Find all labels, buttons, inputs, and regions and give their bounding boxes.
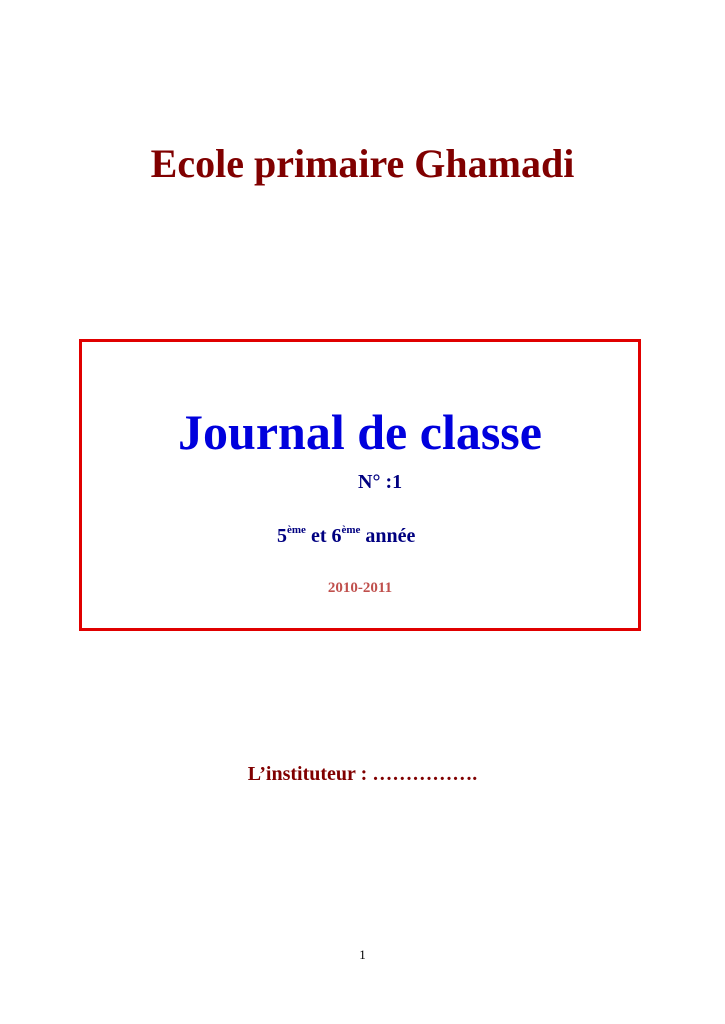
school-name: Ecole primaire Ghamadi [150, 141, 575, 186]
school-year: 2010-2011 [327, 580, 393, 596]
grade-first: 5 [277, 525, 287, 547]
grade-connector: et 6 [305, 525, 342, 547]
page-number: 1 [359, 947, 366, 962]
grade-second-suffix: ème [341, 524, 361, 536]
journal-title: Journal de classe [178, 404, 542, 460]
grade-label: année [360, 525, 416, 547]
issue-number: N° :1 [358, 471, 403, 493]
title-box [79, 339, 641, 631]
teacher-line: L’instituteur : ……………. [247, 763, 478, 785]
grade-first-suffix: ème [287, 524, 306, 536]
grade-levels [277, 523, 415, 549]
